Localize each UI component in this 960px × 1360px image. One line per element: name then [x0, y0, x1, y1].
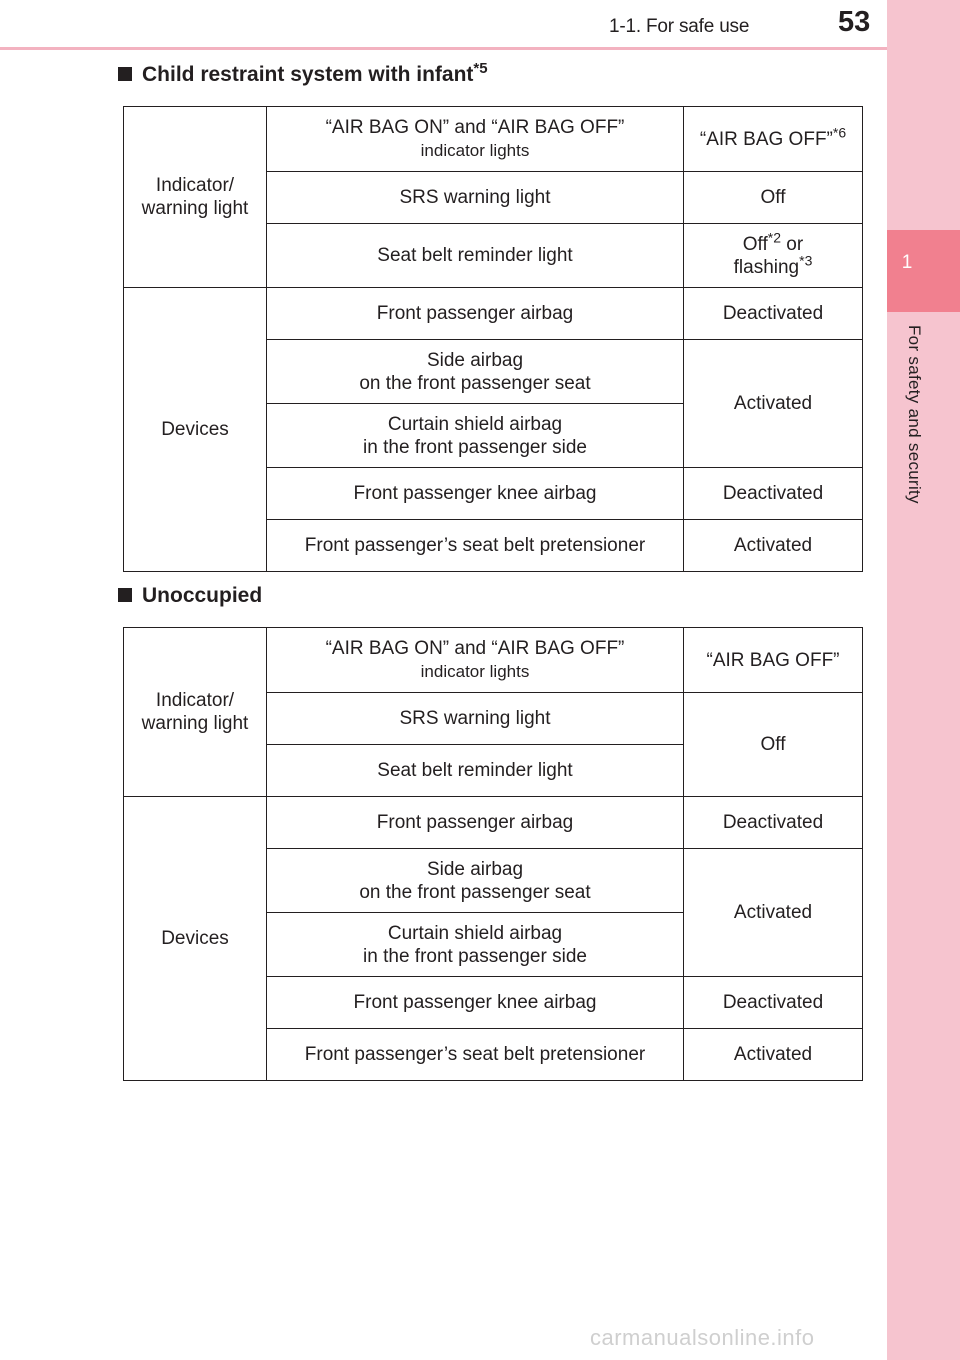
seatbelt-value-a: Off — [742, 233, 768, 255]
curtain-line2: in the front passenger side — [363, 945, 587, 967]
indicator-lights-label: “AIR BAG ON” and “AIR BAG OFF” — [325, 638, 625, 659]
indicator-lights-label: “AIR BAG ON” and “AIR BAG OFF” — [325, 117, 625, 138]
srs-seatbelt-value-cell: Off — [684, 693, 863, 797]
heading-unoccupied — [118, 584, 262, 608]
section-title: 1-1. For safe use — [609, 16, 750, 37]
indicator-lights-label-cell — [267, 107, 684, 172]
side-airbag-line2: on the front passenger seat — [359, 372, 591, 394]
side-curtain-value-cell: Activated — [684, 340, 863, 468]
side-airbag-line1: Side airbag — [426, 349, 524, 371]
indicator-lights-value: “AIR BAG OFF” — [699, 128, 833, 150]
infant-table — [123, 106, 863, 572]
seatbelt-label-cell: Seat belt reminder light — [267, 224, 684, 288]
table-row — [124, 107, 863, 172]
indicator-lights-sublabel: indicator lights — [420, 141, 530, 160]
front-airbag-label-cell: Front passenger airbag — [267, 288, 684, 340]
square-bullet-icon — [118, 67, 132, 81]
header-rule — [0, 47, 887, 50]
front-airbag-label-cell: Front passenger airbag — [267, 797, 684, 849]
knee-label-cell: Front passenger knee airbag — [267, 977, 684, 1029]
indicator-group-cell — [124, 107, 267, 288]
side-tab — [887, 0, 960, 1360]
indicator-group-line2: warning light — [141, 713, 249, 734]
page-number: 53 — [838, 6, 871, 38]
knee-label-cell: Front passenger knee airbag — [267, 468, 684, 520]
srs-value-cell: Off — [684, 172, 863, 224]
seatbelt-note-a: *2 — [767, 229, 782, 246]
seatbelt-note-b: *3 — [799, 252, 813, 269]
heading-infant — [118, 60, 488, 87]
seatbelt-value-or: or — [786, 233, 804, 255]
seatbelt-value-b: flashing — [733, 256, 800, 278]
front-airbag-value-cell: Deactivated — [684, 288, 863, 340]
table-row — [124, 288, 863, 340]
side-airbag-line2: on the front passenger seat — [359, 881, 591, 903]
indicator-lights-label-cell — [267, 628, 684, 693]
devices-group-cell: Devices — [124, 288, 267, 572]
pretensioner-label-cell: Front passenger’s seat belt pretensioner — [267, 520, 684, 572]
pretensioner-value-cell: Activated — [684, 1029, 863, 1081]
chapter-title: For safety and security — [905, 325, 924, 504]
indicator-lights-sublabel: indicator lights — [420, 662, 530, 681]
seatbelt-value-cell — [684, 224, 863, 288]
side-airbag-line1: Side airbag — [426, 858, 524, 880]
knee-value-cell: Deactivated — [684, 468, 863, 520]
unoccupied-table — [123, 627, 863, 1081]
curtain-label-cell — [267, 913, 684, 977]
srs-label-cell: SRS warning light — [267, 172, 684, 224]
curtain-line1: Curtain shield airbag — [387, 922, 563, 944]
curtain-line1: Curtain shield airbag — [387, 413, 563, 435]
devices-group-cell: Devices — [124, 797, 267, 1081]
indicator-group-line2: warning light — [141, 198, 249, 219]
indicator-lights-note: *6 — [832, 124, 847, 141]
side-curtain-value-cell: Activated — [684, 849, 863, 977]
watermark: carmanualsonline.info — [590, 1325, 815, 1350]
pretensioner-value-cell: Activated — [684, 520, 863, 572]
indicator-group-line1: Indicator/ — [155, 175, 235, 196]
seatbelt-label-cell: Seat belt reminder light — [267, 745, 684, 797]
knee-value-cell: Deactivated — [684, 977, 863, 1029]
side-airbag-label-cell — [267, 340, 684, 404]
table-row — [124, 628, 863, 693]
curtain-label-cell — [267, 404, 684, 468]
square-bullet-icon — [118, 588, 132, 602]
table-row — [124, 797, 863, 849]
indicator-group-cell — [124, 628, 267, 797]
indicator-lights-value-cell: “AIR BAG OFF” — [684, 628, 863, 693]
pretensioner-label-cell: Front passenger’s seat belt pretensioner — [267, 1029, 684, 1081]
curtain-line2: in the front passenger side — [363, 436, 587, 458]
chapter-number: 1 — [901, 252, 913, 273]
indicator-lights-value-cell — [684, 107, 863, 172]
srs-label-cell: SRS warning light — [267, 693, 684, 745]
heading-infant-text: Child restraint system with infant — [142, 63, 474, 86]
front-airbag-value-cell: Deactivated — [684, 797, 863, 849]
indicator-group-line1: Indicator/ — [155, 690, 235, 711]
heading-infant-note: *5 — [473, 60, 488, 77]
heading-unoccupied-text: Unoccupied — [142, 584, 263, 607]
side-airbag-label-cell — [267, 849, 684, 913]
